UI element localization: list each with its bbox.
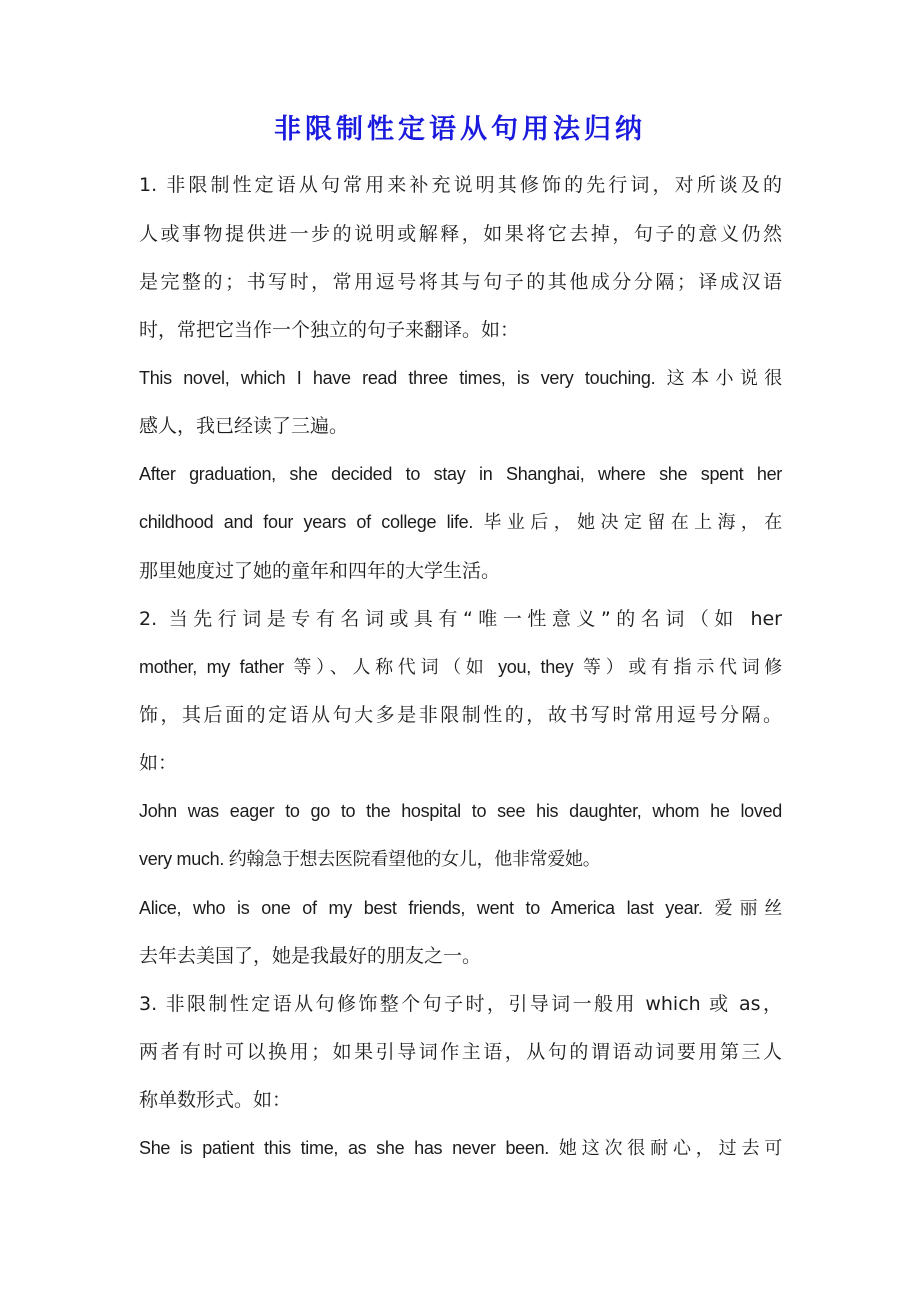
example-1b-line-1: After graduation, she decided to stay in Shanghai, where she spent her (139, 464, 782, 484)
section-2-line-1: 2. 当先行词是专有名词或具有“唯一性意义”的名词（如 her (139, 608, 782, 630)
example-2a-line-2: very much. 约翰急于想去医院看望他的女儿，他非常爱她。 (139, 849, 601, 869)
section-2-line-3: 饰，其后面的定语从句大多是非限制性的，故书写时常用逗号分隔。 (139, 704, 782, 726)
example-2b-line-1: Alice, who is one of my best friends, went to America last year. 爱丽丝 (139, 898, 782, 918)
section-2-line-4: 如： (139, 752, 178, 774)
example-1b-line-3: 那里她度过了她的童年和四年的大学生活。 (139, 560, 501, 582)
example-2b-line-2: 去年去美国了，她是我最好的朋友之一。 (139, 945, 482, 967)
example-1a-line-1: This novel, which I have read three times, is very touching. 这本小说很 (139, 368, 782, 388)
section-1-line-3: 是完整的；书写时，常用逗号将其与句子的其他成分分隔；译成汉语 (139, 271, 782, 293)
section-1-line-2: 人或事物提供进一步的说明或解释，如果将它去掉，句子的意义仍然 (139, 223, 782, 245)
example-2a-line-1: John was eager to go to the hospital to see his daughter, whom he loved (139, 801, 782, 821)
example-1a-line-2: 感人，我已经读了三遍。 (139, 415, 349, 437)
section-3-line-1: 3. 非限制性定语从句修饰整个句子时，引导词一般用 which 或 as， (139, 993, 782, 1015)
section-1-line-4: 时，常把它当作一个独立的句子来翻译。如： (139, 319, 520, 341)
section-3-line-2: 两者有时可以换用；如果引导词作主语，从句的谓语动词要用第三人 (139, 1041, 782, 1063)
section-1-line-1: 1. 非限制性定语从句常用来补充说明其修饰的先行词，对所谈及的 (139, 174, 782, 196)
example-1b-line-2: childhood and four years of college life. 毕业后，她决定留在上海，在 (139, 512, 782, 532)
section-2-line-2: mother, my father 等）、人称代词（如 you, they 等）或有指示代词修 (139, 657, 782, 677)
document-title: 非限制性定语从句用法归纳 (274, 114, 646, 145)
example-3a-line-1: She is patient this time, as she has never been. 她这次很耐心，过去可 (139, 1138, 782, 1158)
section-3-line-3: 称单数形式。如： (139, 1089, 292, 1111)
